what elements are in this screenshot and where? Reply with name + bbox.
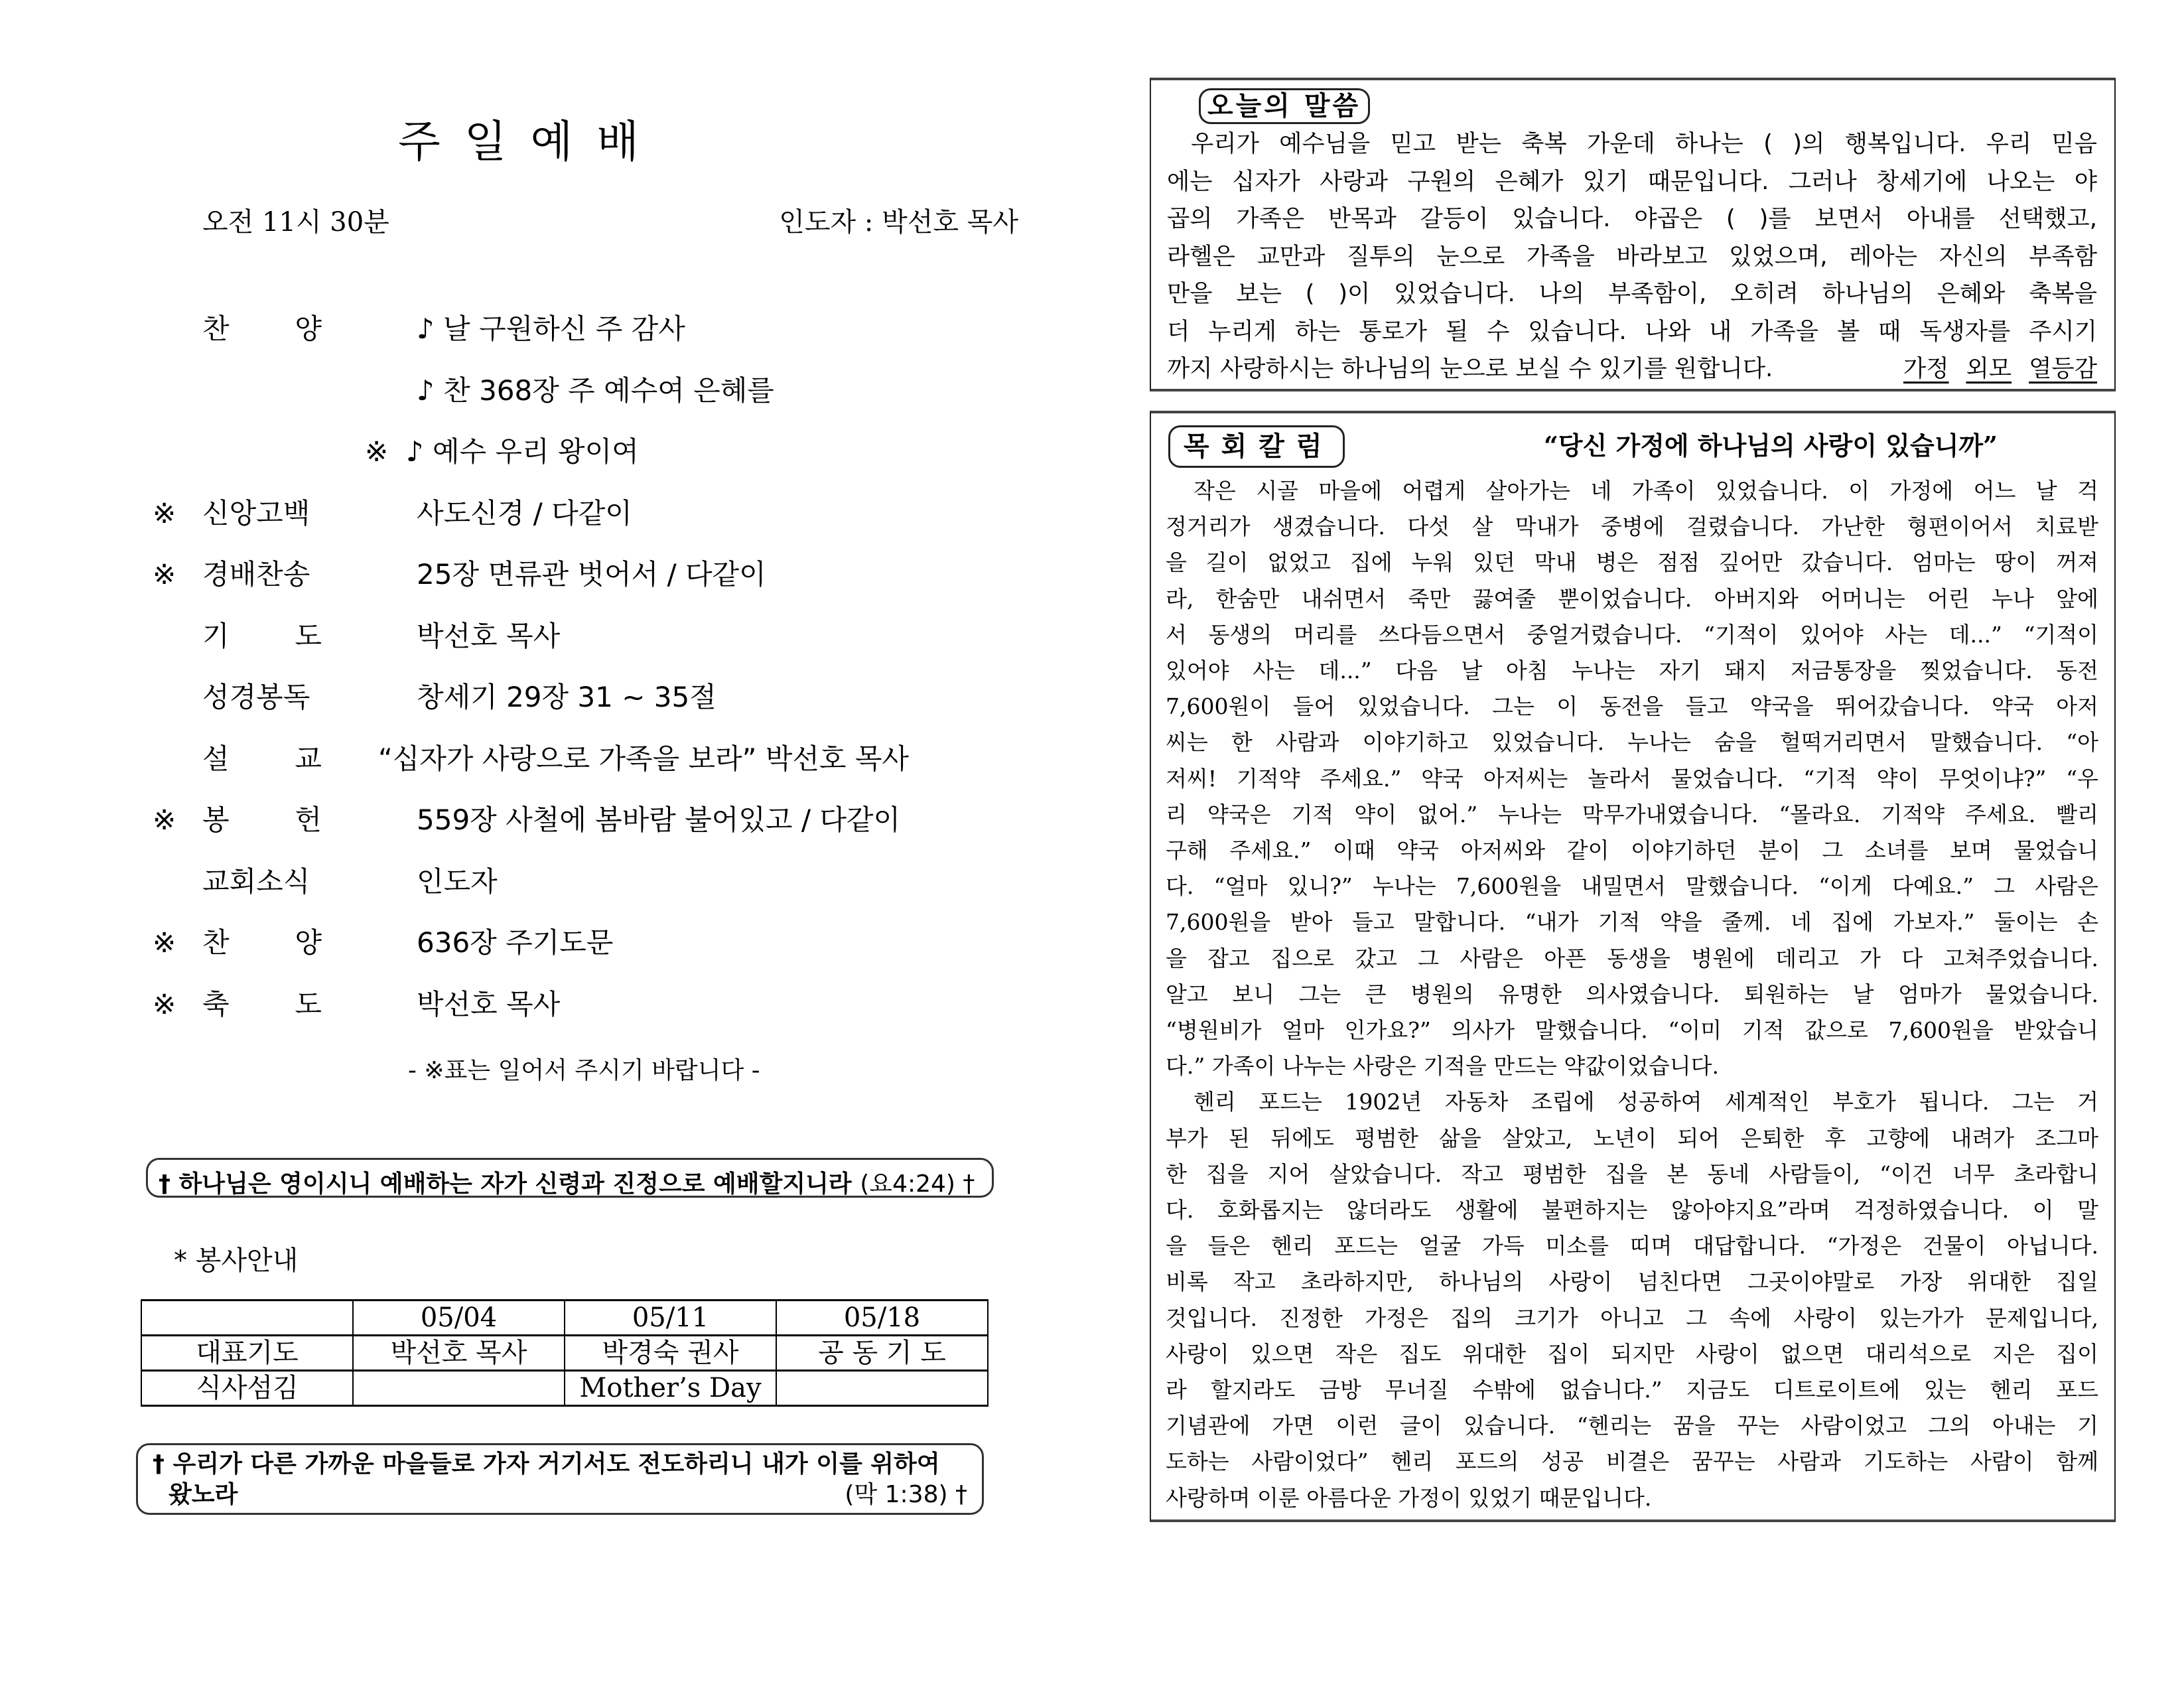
- order-content: 636장 주기도문: [417, 926, 614, 959]
- table-row: [141, 1336, 988, 1371]
- text-line: 알고 보니 그는 큰 병원의 유명한 의사였습니다. 퇴원하는 날 엄마가 물었습니다.: [1166, 981, 2098, 1007]
- verse-text-line2: 왔노라 (막 1:38) †: [153, 1480, 967, 1510]
- text-line: 을 잡고 집으로 갔고 그 사람은 아픈 동생을 병원에 데리고 가 다 고쳐주었습니다.: [1166, 945, 2098, 971]
- verse-text: † 하나님은 영이시니 예배하는 자가 신령과 진정으로 예배할지니라: [159, 1170, 852, 1198]
- text-line: 기념관에 가면 이런 글이 있습니다. “헨리는 꿈을 꾸는 사람이었고 그의 아내는 기: [1166, 1413, 2098, 1439]
- standing-mark: ※: [365, 435, 389, 468]
- text-line: 헨리 포드는 1902년 자동차 조립에 성공하여 세계적인 부호가 됩니다. 그는 거: [1194, 1089, 2098, 1115]
- service-time: 오전 11시 30분: [202, 207, 389, 238]
- text-line: 리 약국은 기적 약이 없어.” 누나는 막무가내였습니다. “몰라요. 기적약 주세요. 빨리: [1166, 801, 2098, 827]
- answer-key: 열등감: [2029, 355, 2097, 382]
- text-line-last: 까지 사랑하시는 하나님의 눈으로 보실 수 있기를 원합니다. 가정 외모 열등감: [1167, 350, 2097, 388]
- text-line: 을 길이 없었고 집에 누워 있던 막내 병은 점점 깊어만 갔습니다. 엄마는 땅이 꺼져: [1166, 549, 2098, 576]
- todays-word-box: [1150, 78, 2116, 391]
- todays-word-tag: 오늘의 말씀: [1199, 88, 1370, 124]
- pastor-column-box: [1150, 411, 2116, 1522]
- order-content: ♪ 날 구원하신 주 감사: [417, 313, 685, 345]
- table-cell: 대표기도: [141, 1336, 353, 1371]
- text-line: 도하는 사람이었다” 헨리 포드의 성공 비결은 꿈꾸는 사람과 기도하는 사람이 함께: [1166, 1448, 2098, 1475]
- order-content: 인도자: [417, 865, 498, 898]
- service-leader: 인도자 : 박선호 목사: [779, 207, 1018, 238]
- verse-ref: (요4:24) †: [860, 1170, 975, 1198]
- order-row-worship-hymn: [153, 555, 1081, 616]
- text-line: 한 집을 지어 살았습니다. 작고 평범한 집을 본 동네 사람들이, “이건 너무 초라합니: [1166, 1161, 2098, 1187]
- text-line: 다. “얼마 있니?” 누나는 7,600원을 내밀면서 말했습니다. “이게 다예요.” 그 사람은: [1166, 873, 2098, 900]
- text-line: 저씨! 기적약 주세요.” 약국 아저씨는 놀라서 물었습니다. “기적 약이 무엇이냐?” “우: [1166, 765, 2098, 792]
- text-line: 7,600원을 받아 들고 말합니다. “내가 기적 약을 줄께. 네 집에 가보자.” 둘이는 손: [1166, 909, 2098, 936]
- order-label: 설 교: [202, 742, 322, 775]
- table-cell: 박경숙 권사: [565, 1336, 776, 1371]
- text-line: 정거리가 생겼습니다. 다섯 살 막내가 중병에 걸렸습니다. 가난한 형편이어서 치료받: [1166, 514, 2098, 540]
- text-line: 7,600원이 들어 있었습니다. 그는 이 동전을 들고 약국을 뛰어갔습니다. 약국 아저: [1166, 693, 2098, 720]
- standing-mark: ※: [153, 496, 176, 529]
- text-line: 부가 된 뒤에도 평범한 삶을 살았고, 노년이 되어 은퇴한 후 고향에 내려가 조그마: [1166, 1125, 2098, 1151]
- table-cell: Mother’s Day: [565, 1371, 776, 1406]
- order-row-sermon: [153, 739, 1081, 801]
- order-content: 25장 면류관 벗어서 / 다같이: [417, 558, 766, 591]
- service-guide-title: * 봉사안내: [174, 1245, 299, 1276]
- text-line: 있어야 사는 데...” 다음 날 아침 누나는 자기 돼지 저금통장을 찢었습니다. 동전: [1166, 658, 2098, 684]
- order-label: 경배찬송: [202, 558, 310, 591]
- answer-key: 외모: [1966, 355, 2012, 382]
- text-line: 곱의 가족은 반목과 갈등이 있습니다. 야곱은 ( )를 보면서 아내를 선택했고,: [1167, 205, 2097, 232]
- order-row-praise-2: [153, 371, 1081, 433]
- table-header-row: [141, 1301, 988, 1336]
- order-row-creed: [153, 494, 1081, 555]
- answer-key: 가정: [1903, 355, 1949, 382]
- order-row-praise: [153, 309, 1081, 371]
- table-cell: [353, 1371, 565, 1406]
- table-header-cell: 05/04: [353, 1301, 565, 1336]
- text-line: 더 누리게 하는 통로가 될 수 있습니다. 나와 내 가족을 볼 때 독생자를 주시기: [1167, 317, 2097, 345]
- order-content: ※ ♪ 예수 우리 왕이여: [365, 435, 639, 468]
- text-line: 것입니다. 진정한 가정은 집의 크기가 아니고 그 속에 사랑이 있는가가 문제입니다,: [1166, 1304, 2098, 1331]
- text-line: 우리가 예수님을 믿고 받는 축복 가운데 하나는 ( )의 행복입니다. 우리 믿음: [1191, 130, 2097, 157]
- text-line: 라헬은 교만과 질투의 눈으로 가족을 바라보고 있었으며, 레아는 자신의 부족함: [1167, 242, 2097, 270]
- text-line: “병원비가 얼마 인가요?” 의사가 말했습니다. “이미 기적 값으로 7,600원을 받았습니: [1166, 1017, 2098, 1044]
- order-content: 박선호 목사: [417, 619, 561, 652]
- text-line: 을 들은 헨리 포드는 얼굴 가득 미소를 띠며 대답합니다. “가정은 건물이 아닙니다.: [1166, 1233, 2098, 1259]
- order-label: 성경봉독: [202, 681, 310, 713]
- text-line: 사랑하며 이룬 아름다운 가정이 있었기 때문입니다.: [1166, 1484, 1652, 1511]
- table-header-cell: [141, 1301, 353, 1336]
- standing-mark: ※: [153, 558, 176, 591]
- verse-text-line1: † 우리가 다른 가까운 마을들로 가자 거기서도 전도하리니 내가 이를 위하여: [153, 1450, 940, 1478]
- standing-mark: ※: [153, 926, 176, 959]
- text-line: 라 할지라도 금방 무너질 수밖에 없습니다.” 지금도 디트로이트에 있는 헨리 포드: [1166, 1377, 2098, 1403]
- standing-note: - ※표는 일어서 주시기 바랍니다 -: [408, 1057, 760, 1084]
- order-content: 창세기 29장 31 ~ 35절: [417, 681, 717, 713]
- text-line: 에는 십자가 사랑과 구원의 은혜가 있기 때문입니다. 그러나 창세기에 나오는 야: [1167, 167, 2097, 195]
- text-line: 만을 보는 ( )이 있었습니다. 나의 부족함이, 오히려 하나님의 은혜와 축복을: [1167, 280, 2097, 307]
- verse-box-john: [146, 1158, 994, 1198]
- table-cell: 박선호 목사: [353, 1336, 565, 1371]
- order-label: 축 도: [202, 987, 322, 1021]
- order-label: 찬 양: [202, 313, 322, 345]
- column-text: [1166, 473, 2098, 1516]
- order-row-scripture: [153, 677, 1081, 739]
- order-row-benediction: [153, 985, 1081, 1046]
- table-row: [141, 1371, 988, 1406]
- table-cell: 식사섬김: [141, 1371, 353, 1406]
- text-line: 비록 작고 초라하지만, 하나님의 사랑이 넘친다면 그곳이야말로 가장 위대한 집일: [1166, 1269, 2098, 1295]
- order-label: 찬 양: [202, 926, 322, 959]
- order-label: 신앙고백: [202, 496, 310, 529]
- order-content: 559장 사철에 봄바람 불어있고 / 다같이: [417, 804, 901, 836]
- order-row-praise-3: [153, 432, 1081, 494]
- order-row-offering: [153, 800, 1081, 862]
- order-content: 사도신경 / 다같이: [417, 496, 632, 529]
- text-line: 서 동생의 머리를 쓰다듬으면서 중얼거렸습니다. “기적이 있어야 사는 데...” “기적이: [1166, 621, 2098, 648]
- text-line: 구해 주세요.” 이때 약국 아저씨와 같이 이야기하던 분이 그 소녀를 보며 물었습니: [1166, 837, 2098, 864]
- order-row-prayer: [153, 616, 1081, 678]
- text-line: 다.” 가족이 나누는 사랑은 기적을 만드는 약값이었습니다.: [1166, 1053, 1719, 1080]
- table-header-cell: 05/18: [776, 1301, 988, 1336]
- table-cell: 공 동 기 도: [776, 1336, 988, 1371]
- order-label: 교회소식: [202, 865, 310, 898]
- order-content: “십자가 사랑으로 가족을 보라” 박선호 목사: [378, 742, 909, 775]
- standing-mark: ※: [153, 804, 176, 836]
- standing-mark: ※: [153, 987, 176, 1021]
- text-line: 작은 시골 마을에 어렵게 살아가는 네 가족이 있었습니다. 이 가정에 어느 날 걱: [1194, 478, 2098, 504]
- text-line: 라, 한숨만 내쉬면서 죽만 끓여줄 뿐이었습니다. 아버지와 어머니는 어린 누나 앞에: [1166, 585, 2098, 612]
- text-line: 사랑이 있으면 작은 집도 위대한 집이 되지만 사랑이 없으면 대리석으로 지은 집이: [1166, 1340, 2098, 1367]
- order-row-closing-hymn: [153, 923, 1081, 985]
- text-line: 씨는 한 사람과 이야기하고 있었습니다. 누나는 숨을 헐떡거리면서 말했습니다. “아: [1166, 729, 2098, 756]
- table-header-cell: 05/11: [565, 1301, 776, 1336]
- order-label: 기 도: [202, 619, 322, 652]
- order-row-news: [153, 862, 1081, 924]
- order-content: 박선호 목사: [417, 987, 561, 1021]
- order-content: ♪ 찬 368장 주 예수여 은혜를: [417, 374, 774, 407]
- worship-order: [153, 309, 1081, 1046]
- column-title: “당신 가정에 하나님의 사랑이 있습니까”: [1544, 431, 1998, 460]
- text-line: 다. 호화롭지는 않더라도 생활에 불편하지는 않아야지요”라며 걱정하였습니다. 이 말: [1166, 1197, 2098, 1224]
- table-cell: [776, 1371, 988, 1406]
- verse-box-mark: [136, 1443, 984, 1515]
- answer-keys: [1886, 350, 2097, 388]
- verse-ref: (막 1:38) †: [845, 1481, 967, 1508]
- page-title: 주일예배: [398, 116, 663, 167]
- order-label: 봉 헌: [202, 804, 322, 836]
- pastor-column-tag: 목회칼럼: [1168, 425, 1345, 468]
- service-table: [141, 1299, 989, 1407]
- service-info: [202, 201, 1018, 241]
- todays-word-text: [1167, 125, 2097, 388]
